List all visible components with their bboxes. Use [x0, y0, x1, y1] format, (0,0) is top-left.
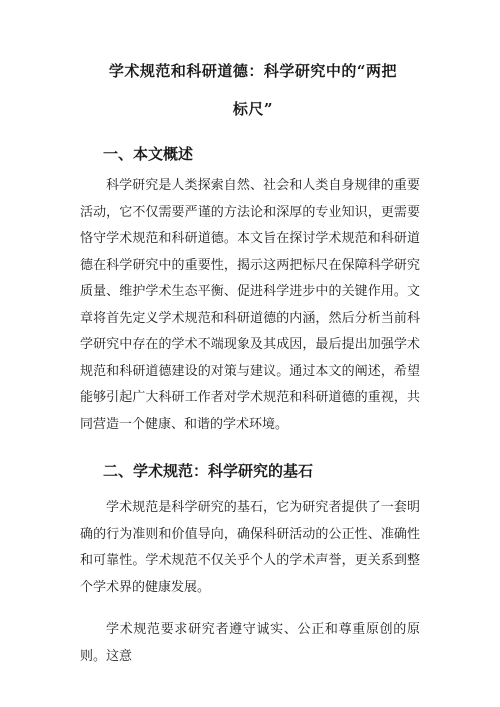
document-title: 学术规范和科研道德：科学研究中的“两把标尺” — [108, 62, 398, 118]
academic-norms-paragraph-2: 学术规范要求研究者遵守诚实、公正和尊重原创的原则。这意 — [80, 622, 420, 664]
overview-paragraph: 科学研究是人类探索自然、社会和人类自身规律的重要活动，它不仅需要严谨的方法论和深厚的专业知识，更需要恪守学术规范和科研道德。本文旨在探讨学术规范和科研道德在科学研究中的重要性，揭示这两把标尺在保障科学研究质量、维护学术生态平衡、促进科学进步中的关键作用。文章将首先定义学术规范和科研道德的内涵，然后分析当前科学研究中存在的学术不端现象及其成因，最后提出加强学术规范和科研道德建设的对策与建议。通过本文的阐述，希望能够引起广大科研工作者对学术规范和科研道德的重视，共同营造一个健康、和谐的学术环境。 — [80, 178, 420, 432]
section-heading-overview: 一、本文概述 — [103, 145, 194, 163]
section-heading-academic-norms: 二、学术规范：科学研究的基石 — [103, 462, 314, 480]
academic-norms-paragraph-1: 学术规范是科学研究的基石，它为研究者提供了一套明确的行为准则和价值导向，确保科研活动的公正性、准确性和可靠性。学术规范不仅关乎个人的学术声誉，更关系到整个学术界的健康发展。 — [80, 500, 420, 595]
